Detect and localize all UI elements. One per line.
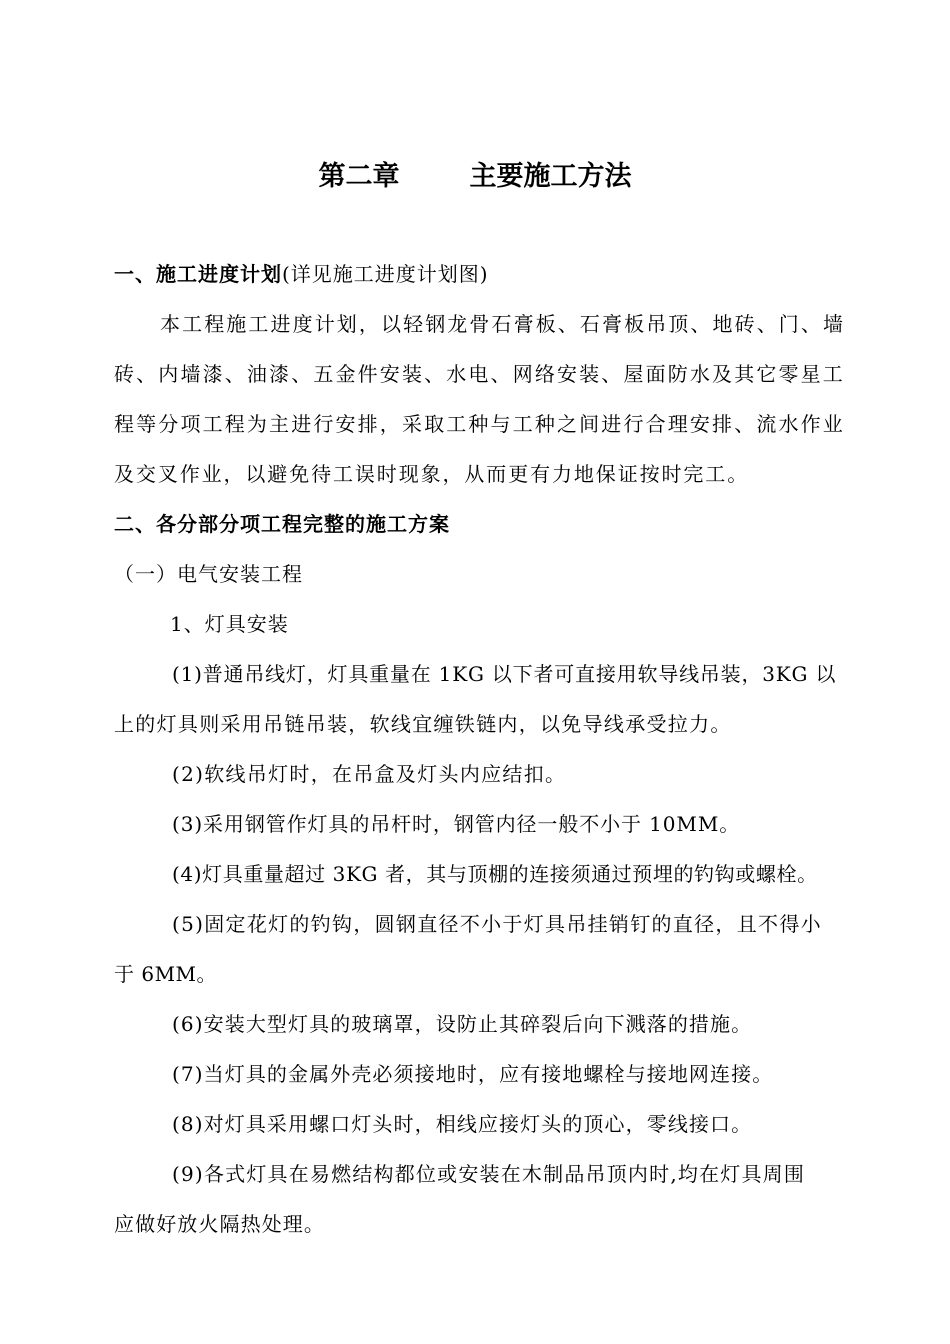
list-item-line: (8)对灯具采用螺口灯头时，相线应接灯头的顶心，零线接口。 bbox=[172, 1112, 753, 1136]
item-heading: 1、灯具安装 bbox=[170, 612, 289, 636]
chapter-name: 主要施工方法 bbox=[469, 161, 632, 192]
list-item-line: (7)当灯具的金属外壳必须接地时，应有接地螺栓与接地网连接。 bbox=[172, 1062, 774, 1086]
paragraph-line: 本工程施工进度计划，以轻钢龙骨石膏板、石膏板吊顶、地砖、门、墙 bbox=[160, 312, 846, 336]
list-item-line: (4)灯具重量超过 3KG 者，其与顶棚的连接须通过预埋的钓钩或螺栓。 bbox=[172, 862, 818, 886]
chapter-number: 第二章 bbox=[318, 161, 400, 192]
list-item-line: 上的灯具则采用吊链吊装，软线宜缠铁链内，以免导线承受拉力。 bbox=[114, 712, 732, 736]
paragraph-line: 砖、内墙漆、油漆、五金件安装、水电、网络安装、屋面防水及其它零星工 bbox=[114, 362, 845, 386]
subsection-heading: （一）电气安装工程 bbox=[114, 562, 303, 586]
list-item-line: 于 6MM。 bbox=[114, 962, 218, 986]
list-item-line: (2)软线吊灯时，在吊盒及灯头内应结扣。 bbox=[172, 762, 567, 786]
section-heading: 二、各分部分项工程完整的施工方案 bbox=[114, 512, 450, 536]
list-item-line: (1)普通吊线灯，灯具重量在 1KG 以下者可直接用软导线吊装，3KG 以 bbox=[172, 662, 837, 686]
section-heading-note: (详见施工进度计划图) bbox=[282, 262, 489, 286]
list-item-line: (5)固定花灯的钓钩，圆钢直径不小于灯具吊挂销钉的直径，且不得小 bbox=[172, 912, 822, 936]
paragraph-line: 及交叉作业，以避免待工误时现象，从而更有力地保证按时完工。 bbox=[114, 462, 750, 486]
section-heading bbox=[114, 259, 489, 289]
list-item-line: (9)各式灯具在易燃结构都位或安装在木制品吊顶内时,均在灯具周围 bbox=[172, 1162, 806, 1186]
list-item-line: 应做好放火隔热处理。 bbox=[114, 1212, 325, 1236]
chapter-title bbox=[0, 157, 950, 197]
list-item-line: (6)安装大型灯具的玻璃罩，设防止其碎裂后向下溅落的措施。 bbox=[172, 1012, 753, 1036]
list-item-line: (3)采用钢管作灯具的吊杆时，钢管内径一般不小于 10MM。 bbox=[172, 812, 741, 836]
paragraph-line: 程等分项工程为主进行安排，采取工种与工种之间进行合理安排、流水作业 bbox=[114, 412, 845, 436]
section-heading-text: 一、施工进度计划 bbox=[114, 262, 282, 286]
